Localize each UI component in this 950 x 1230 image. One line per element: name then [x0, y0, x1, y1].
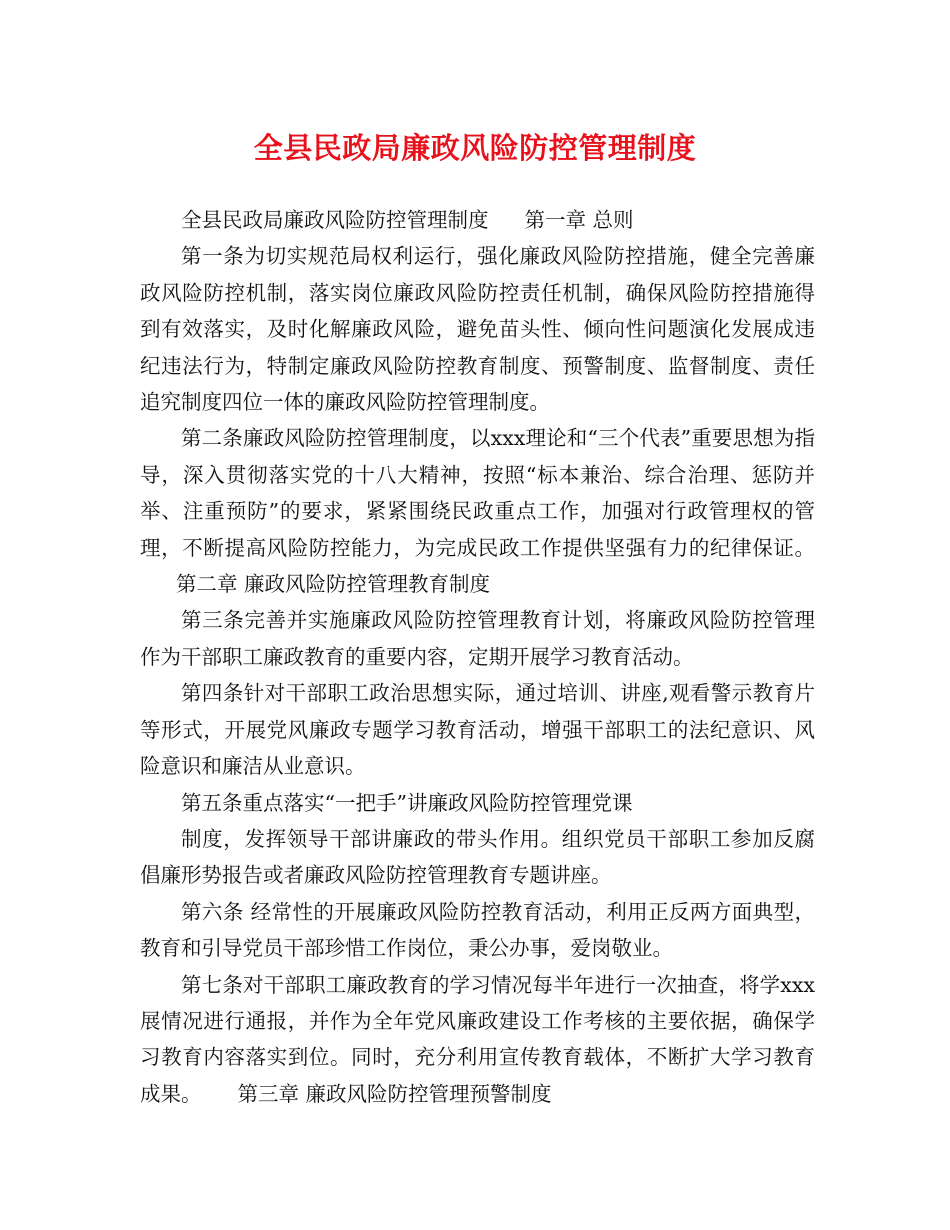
paragraph-text: 第五条重点落实“一把手”讲廉政风险防控管理党课: [181, 790, 633, 815]
paragraph-text: 制度，发挥领导干部讲廉政的带头作用。组织党员干部职工参加反腐倡廉形势报告或者廉政风险防控管理教育专题讲座。: [140, 826, 815, 888]
paragraph-article-5-cont: [140, 821, 815, 894]
paragraph-text: 第四条针对干部职工政治思想实际，通过培训、讲座,观看警示教育片等形式，开展党风廉政专题学习教育活动，增强干部职工的法纪意识、风险意识和廉洁从业意识。: [140, 681, 815, 779]
paragraph-article-7: [140, 967, 815, 1113]
document-title: 全县民政局廉政风险防控管理制度: [253, 131, 697, 165]
document-body: [140, 202, 815, 1112]
paragraph-article-6: [140, 894, 815, 967]
chapter-heading-3: 第三章 廉政风险防控管理预警制度: [237, 1081, 552, 1106]
paragraph-text: 第七条对干部职工廉政教育的学习情况每半年进行一次抽查，将学xxx展情况进行通报，并作为全年党风廉政建设工作考核的主要依据，确保学习教育内容落实到位。同时，充分利用宣传教育载体，不断扩大学习教育成果。: [140, 972, 815, 1106]
paragraph-article-3: [140, 602, 815, 675]
paragraph-article-1: [140, 238, 815, 420]
paragraph-text: 第一条为切实规范局权利运行，强化廉政风险防控措施，健全完善廉政风险防控机制，落实岗位廉政风险防控责任机制，确保风险防控措施得到有效落实，及时化解廉政风险，避免苗头性、倾向性问题演化发展成违纪违法行为，特制定廉政风险防控教育制度、预警制度、监督制度、责任追究制度四位一体的廉政风险防控管理制度。: [140, 244, 815, 415]
paragraph-article-5: [140, 785, 815, 821]
paragraph-article-4: [140, 675, 815, 784]
paragraph-text: 第六条 经常性的开展廉政风险防控教育活动，利用正反两方面典型，教育和引导党员干部珍惜工作岗位，秉公办事，爱岗敬业。: [140, 899, 815, 961]
chapter-heading-1: 第一章 总则: [524, 208, 634, 232]
paragraph-text: 第三条完善并实施廉政风险防控管理教育计划，将廉政风险防控管理作为干部职工廉政教育的重要内容，定期开展学习教育活动。: [140, 608, 815, 669]
paragraph-text: 全县民政局廉政风险防控管理制度: [181, 208, 489, 232]
paragraph-intro: [140, 202, 815, 238]
paragraph-article-2: [140, 420, 815, 602]
chapter-heading-2: 第二章 廉政风险防控管理教育制度: [176, 572, 491, 597]
paragraph-text: 第二条廉政风险防控管理制度，以xxx理论和“三个代表”重要思想为指导，深入贯彻落实党的十八大精神，按照“标本兼治、综合治理、惩防并举、注重预防”的要求，紧紧围绕民政重点工作，加强对行政管理权的管理，不断提高风险防控能力，为完成民政工作提供坚强有力的纪律保证。: [140, 426, 815, 560]
